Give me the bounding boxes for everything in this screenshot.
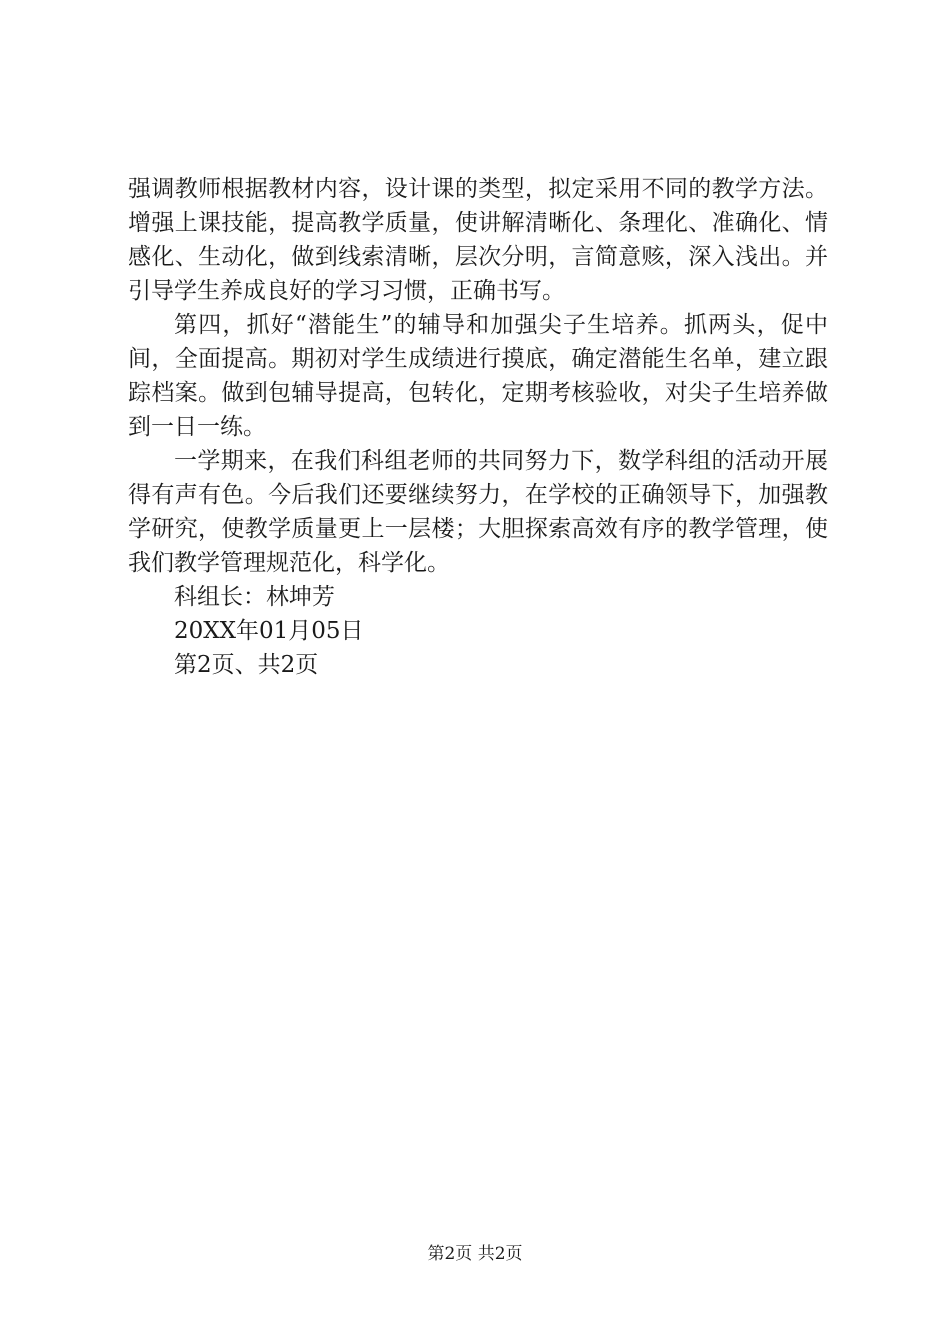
page-footer: 第2页 共2页: [427, 1244, 523, 1264]
signature-line: 科组长：林坤芳: [174, 584, 335, 610]
date-line: 20XX年01月05日: [174, 618, 364, 644]
body-paragraph-continued: 强调教师根据教材内容，设计课的类型，拟定采用不同的教学方法。增强上课技能，提高教学质量，使讲解清晰化、条理化、准确化、情感化、生动化，做到线索清晰，层次分明，言简意赅，深入浅出。并引导学生养成良好的学习习惯，正确书写。: [128, 176, 828, 304]
body-paragraph-conclusion: 一学期来，在我们科组老师的共同努力下，数学科组的活动开展得有声有色。今后我们还要继续努力，在学校的正确领导下，加强教学研究，使教学质量更上一层楼；大胆探索高效有序的教学管理，使我们教学管理规范化，科学化。: [128, 448, 828, 576]
document-body: [128, 172, 828, 682]
body-paragraph-fourth-point: 第四，抓好“潜能生”的辅导和加强尖子生培养。抓两头，促中间，全面提高。期初对学生成绩进行摸底，确定潜能生名单，建立跟踪档案。做到包辅导提高，包转化，定期考核验收，对尖子生培养做到一日一练。: [128, 312, 828, 440]
inline-page-note: 第2页、共2页: [174, 652, 319, 678]
